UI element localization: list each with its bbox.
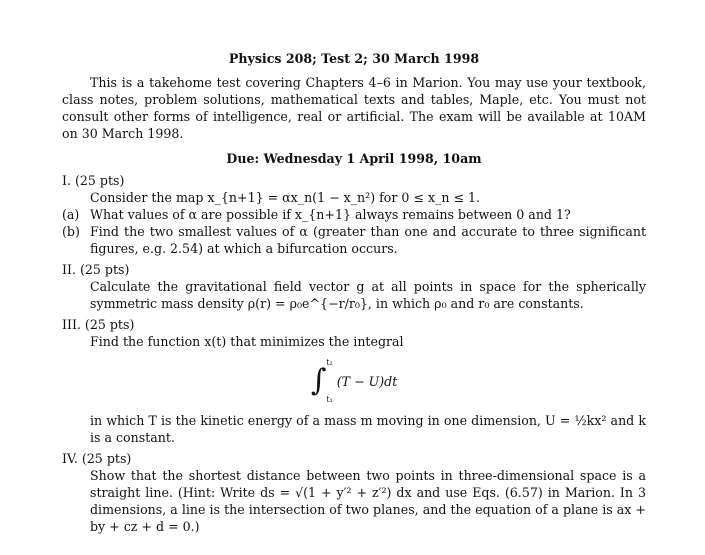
problem-2-heading: II. (25 pts) <box>62 262 130 277</box>
problem-1-statement: Consider the map x_{n+1} = αx_n(1 − x_n²) for 0 ≤ x_n ≤ 1. <box>90 190 481 205</box>
test-page <box>62 50 646 535</box>
part-a-text: What values of α are possible if x_{n+1} always remains between 0 and 1? <box>90 207 571 222</box>
problem-3-heading: III. (25 pts) <box>62 317 135 332</box>
problem-4-text: Show that the shortest distance between two points in three-dimensional space is a straight line. (Hint: Write ds = √(1 + y′² + z′²) dx and use Eqs. (6.57) in Marion. In 3 dimensions, a line is the intersection of two planes, and the equation of a plane is ax + by + cz + d = 0.) <box>90 468 646 534</box>
part-b-text: Find the two smallest values of α (greater than one and accurate to three significant figures, e.g. 2.54) at which a bifurcation occurs. <box>90 224 646 256</box>
page-title: Physics 208; Test 2; 30 March 1998 <box>228 51 480 66</box>
integral-upper-limit: t₂ <box>326 358 333 367</box>
problem-2 <box>62 261 646 312</box>
integral-expression <box>62 352 646 410</box>
problem-1-heading: I. (25 pts) <box>62 173 125 188</box>
due-date: Due: Wednesday 1 April 1998, 10am <box>226 151 482 166</box>
integral-limits <box>326 358 332 404</box>
problem-1-part-b <box>62 223 646 257</box>
problem-1 <box>62 172 646 257</box>
problem-3-text-2: in which T is the kinetic energy of a mass m moving in one dimension, U = ½kx² and k is a constant. <box>90 413 646 445</box>
part-b-label: (b) <box>62 224 80 239</box>
intro-paragraph: This is a takehome test covering Chapters 4–6 in Marion. You may use your textbook, class notes, problem solutions, mathematical texts and tables, Maple, etc. You must not consult other forms of intelligence, real or artificial. The exam will be available at 10AM on 30 March 1998. <box>62 75 646 141</box>
problem-2-text: Calculate the gravitational field vector g at all points in space for the spherically symmetric mass density ρ(r) = ρ₀e^{−r/r₀}, in which ρ₀ and r₀ are constants. <box>90 279 646 311</box>
integral-lower-limit: t₁ <box>326 395 333 404</box>
integral-sign: ∫ <box>310 363 327 398</box>
problem-4-heading: IV. (25 pts) <box>62 451 132 466</box>
problem-3-text-1: Find the function x(t) that minimizes the integral <box>90 334 404 349</box>
part-a-label: (a) <box>62 207 80 222</box>
problem-1-part-a <box>62 206 646 223</box>
integrand: (T − U)dt <box>336 373 398 389</box>
problem-3 <box>62 316 646 446</box>
problem-4 <box>62 450 646 535</box>
